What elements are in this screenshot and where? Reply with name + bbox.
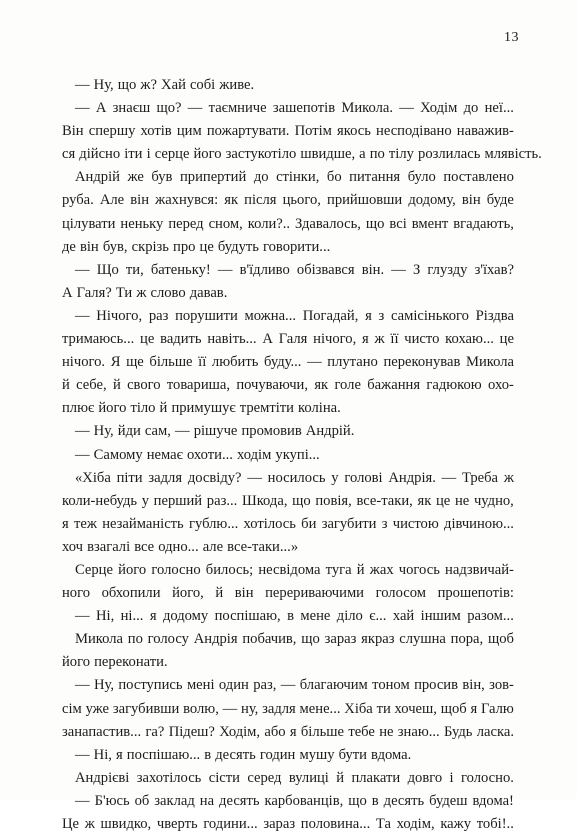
body-text [62, 74, 542, 836]
text-line: — А знаєш що? — таємниче зашепотів Микола. — Ходім до неї... [75, 100, 514, 117]
text-line: Серце його голосно билось; несвідома туга й жах чогось надзвичай- [75, 561, 514, 578]
text-line: — Б'юсь об заклад на десять карбованців, що в десять будеш вдома! [75, 792, 514, 809]
text-line: його переконати. [62, 654, 168, 671]
text-line: коли-небудь у перший раз... Шкода, що повія, все-таки, як це не чудно, [62, 492, 514, 509]
text-line: Микола по голосу Андрія побачив, що зараз якраз слушна пора, щоб [75, 631, 514, 648]
text-line: А Галя? Ти ж слово давав. [62, 284, 228, 301]
text-line: «Хіба піти задля досвіду? — носилось у голові Андрія. — Треба ж [75, 469, 514, 486]
text-line: — Нічого, раз порушити можна... Погадай, я з самісінького Різдва [75, 307, 514, 324]
text-line: Андрієві захотілось сісти серед вулиці й плакати довго і голосно. [75, 769, 514, 786]
text-line: руба. Але він жахнувся: як після цього, прийшовши додому, він буде [62, 192, 514, 209]
page-number: 13 [504, 30, 519, 45]
text-line: сім уже загубивши волю, — ну, задля мене... Хіба ти хочеш, щоб я Галю [62, 700, 514, 717]
text-line: — Ну, йди сам, — рішуче промовив Андрій. [75, 423, 355, 440]
text-line: нічого. Я ще більше її любить буду... — плутано переконував Микола [62, 354, 514, 371]
text-line: Це ж швидко, чверть години... зараз половина... Та ходім, кажу тобі!.. [62, 816, 514, 832]
text-line: плює його тіло й примушує тремтіти коліна. [62, 400, 341, 417]
text-line: занапастив... га? Підеш? Ходім, або я більше тебе не знаю... Будь ласка. [62, 723, 514, 740]
text-line: цілувати неньку перед сном, коли?.. Здавалось, що всі вмент вгадають, [62, 215, 514, 232]
text-line: — Ні, я поспішаю... в десять годин мушу бути вдома. [75, 746, 412, 763]
text-line: тримаюсь... це вадить навіть... А Галя нічого, я ж її чисто кохаю... це [62, 331, 514, 348]
text-line: — Що ти, батеньку! — в'їдливо обізвався він. — З глузду з'їхав? [75, 261, 514, 278]
text-line: де він був, скрізь про це будуть говорити... [62, 238, 331, 255]
text-line: ся дійсно іти і серце його застукотіло швидше, а по тілу розлилась млявість. [62, 146, 542, 163]
text-line: — Самому немає охоти... ходім укупі... [75, 446, 320, 463]
text-line: Він спершу хотів цим пожартувати. Потім якось несподівано наважив- [62, 123, 514, 140]
text-line: — Ну, що ж? Хай собі живе. [75, 77, 255, 93]
text-line: — Ну, поступись мені один раз, — благаючим тоном просив він, зов- [75, 677, 514, 694]
text-line: ного обхопили його, й він перериваючими голосом прошепотів: [62, 585, 514, 602]
text-line: й себе, й свого товариша, почуваючи, як голе бажання гадюкою охо- [62, 377, 514, 394]
text-line: Андрій же був припертий до стінки, бо питання було поставлено [75, 169, 514, 186]
text-line: я теж незайманість гублю... хотілось би загубити з чистою дівчиною... [62, 515, 514, 532]
text-line: хоч взагалі все одно... але все-таки...» [62, 538, 299, 555]
text-line: — Ні, ні... я додому поспішаю, в мене діло є... хай іншим разом... [75, 608, 514, 625]
